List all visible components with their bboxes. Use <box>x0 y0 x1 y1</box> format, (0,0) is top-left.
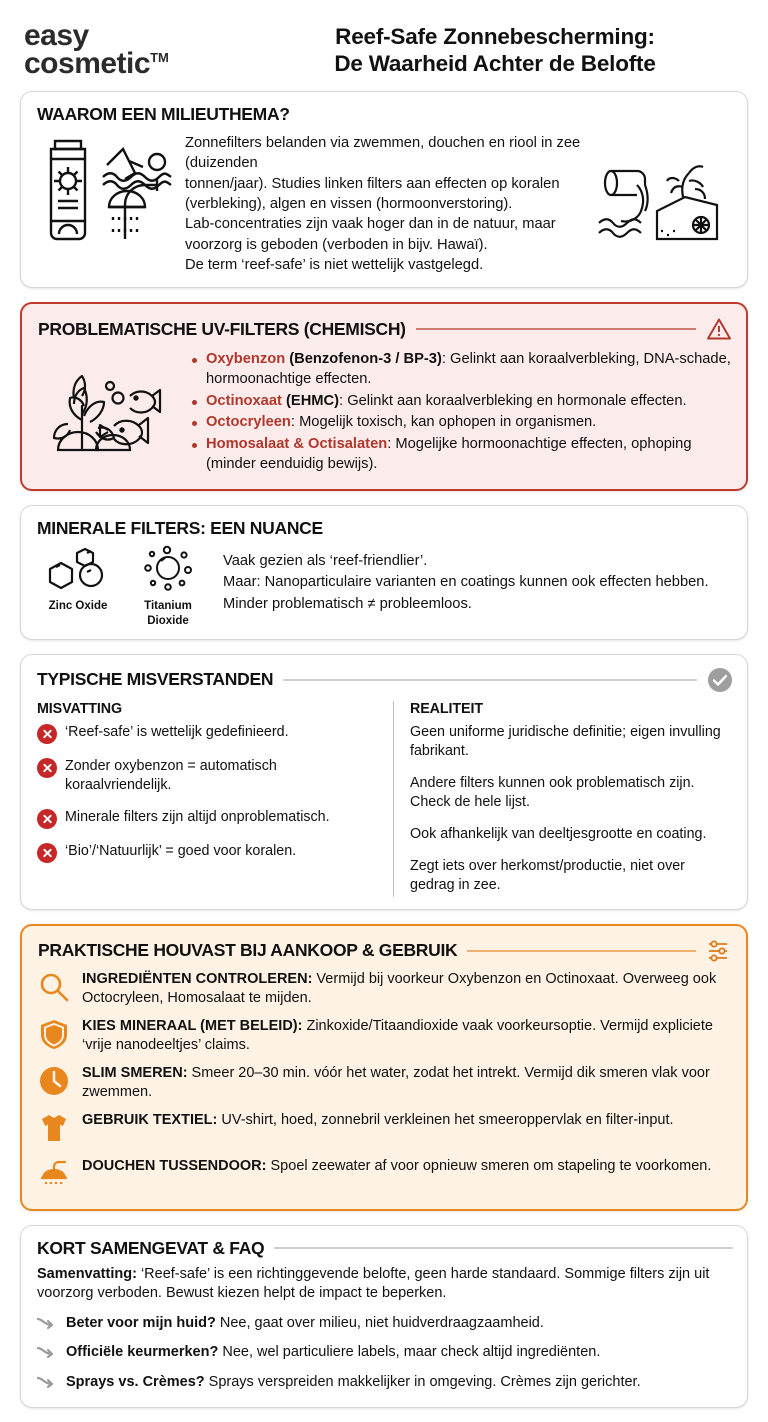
summary-paragraph <box>37 1265 733 1304</box>
page-header <box>0 0 768 91</box>
why-icon-group <box>37 131 179 243</box>
tip-row <box>38 970 732 1009</box>
filter-alt: (EHMC) <box>286 392 340 409</box>
tip-label: SLIM SMEREN: <box>82 1064 188 1081</box>
arrow-curve-icon <box>37 1343 57 1365</box>
misconception-text: Minerale filters zijn altijd onproblematisch. <box>65 808 330 825</box>
faq-row <box>37 1373 733 1395</box>
faq-question: Beter voor mijn huid? <box>66 1314 216 1331</box>
titanium-dioxide-caption-2: Dioxide <box>147 614 189 627</box>
zinc-oxide-icon-wrap <box>37 545 119 612</box>
x-circle-icon <box>37 724 57 744</box>
misconception-row <box>37 808 379 829</box>
tip-label: GEBRUIK TEXTIEL: <box>82 1111 218 1128</box>
magnifier-icon-wrap <box>38 970 72 1008</box>
reality-text: Ook afhankelijk van deeltjesgrootte en coating. <box>410 825 707 842</box>
tshirt-icon <box>38 1112 70 1144</box>
coral-fish-icon-wrap <box>38 348 188 477</box>
filter-item <box>192 413 732 433</box>
swimmer-icon <box>103 149 171 189</box>
page-title-line1: Reef-Safe Zonnebescherming: <box>335 23 655 49</box>
clock-icon <box>38 1065 70 1097</box>
tip-row <box>38 1111 732 1149</box>
brand-logo <box>24 19 254 80</box>
zinc-oxide-icon <box>47 545 109 593</box>
shield-icon-wrap <box>38 1017 72 1055</box>
sliders-icon <box>706 938 732 964</box>
sunscreen-tube-icon <box>37 135 99 243</box>
card-filters-title: PROBLEMATISCHE UV-FILTERS (CHEMISCH) <box>38 318 406 339</box>
card-why-header <box>37 104 733 125</box>
card-mineral-title: MINERALE FILTERS: EEN NUANCE <box>37 518 323 539</box>
titanium-dioxide-icon-wrap <box>127 545 209 627</box>
page-title-line2: De Waarheid Achter de Belofte <box>334 50 656 76</box>
titanium-dioxide-caption-1: Titanium <box>144 600 192 613</box>
tip-text <box>82 970 732 1009</box>
card-practical-tips <box>20 924 748 1211</box>
tip-body: Vermijd bij voorkeur Oxybenzon en Octinoxaat. Overweeg ook Octocryleen, Homosalaat te mijden. <box>82 970 717 1007</box>
card-mineral-filters <box>20 505 748 640</box>
tip-label: DOUCHEN TUSSENDOOR: <box>82 1157 267 1174</box>
filter-item <box>192 392 732 412</box>
tip-body: UV-shirt, hoed, zonnebril verkleinen het smeeroppervlak en filter-input. <box>217 1111 674 1128</box>
filter-item <box>192 350 732 389</box>
coral-fish-icon <box>38 354 178 472</box>
faq-answer: Sprays verspreiden makkelijker in omgeving. Crèmes zijn gerichter. <box>204 1373 641 1390</box>
misconception-text: ‘Reef-safe’ is wettelijk gedefinieerd. <box>65 723 289 740</box>
why-line-6: De term ‘reef-safe’ is niet wettelijk vastgelegd. <box>185 256 484 273</box>
card-faq-header <box>37 1238 733 1259</box>
mineral-line-1: Vaak gezien als ‘reef-friendlier’. <box>223 553 428 570</box>
tip-body: Smeer 20–30 min. vóór het water, zodat het intrekt. Vermijd dik smeren vlak voor zwemmen. <box>82 1064 710 1101</box>
summary-label: Samenvatting: <box>37 1265 137 1282</box>
x-circle-icon <box>37 758 57 778</box>
tip-body: Zinkoxide/Titaandioxide vaak voorkeursoptie. Vermijd expliciete ‘vrije nanodeeltjes’ claims. <box>82 1017 713 1054</box>
card-faq-title: KORT SAMENGEVAT & FAQ <box>37 1237 265 1258</box>
filter-desc: : Gelinkt aan koraalverbleking en hormonale effecten. <box>339 392 687 409</box>
check-circle-icon <box>707 667 733 693</box>
header-rule <box>467 950 696 952</box>
card-mineral-header <box>37 518 733 539</box>
misconception-text: ‘Bio’/‘Natuurlijk’ = goed voor koralen. <box>65 842 297 859</box>
why-paragraph <box>185 131 589 275</box>
card-summary-faq <box>20 1225 748 1409</box>
brand-logo-line1: easy <box>24 19 89 52</box>
tshirt-icon-wrap <box>38 1111 72 1149</box>
zinc-oxide-caption: Zinc Oxide <box>48 600 108 613</box>
x-circle-icon <box>37 809 57 829</box>
misconception-row <box>37 842 379 863</box>
tip-row <box>38 1064 732 1103</box>
faq-row <box>37 1314 733 1336</box>
card-misconceptions-header <box>37 667 733 693</box>
clock-icon-wrap <box>38 1064 72 1102</box>
mineral-paragraph <box>217 545 733 615</box>
tip-label: KIES MINERAAL (MET BELEID): <box>82 1017 303 1034</box>
faq-text <box>66 1343 600 1362</box>
tip-text <box>82 1064 732 1103</box>
arrow-curve-icon-svg <box>37 1345 55 1359</box>
mineral-line-3: Minder problematisch ≠ probleemloos. <box>223 595 472 612</box>
problematic-filter-list <box>192 348 732 476</box>
header-rule <box>274 1247 733 1249</box>
misconception-row <box>37 723 379 744</box>
summary-text: ‘Reef-safe’ is een richtinggevende belofte, geen harde standaard. Sommige filters zijn uit voorzorg verboden. Bewust kiezen helpt de impact te beperken. <box>37 1265 710 1302</box>
filter-name: Octocryleen <box>206 414 291 431</box>
reality-text: Zegt iets over herkomst/productie, niet over gedrag in zee. <box>410 857 685 893</box>
arrow-curve-icon-svg <box>37 1375 55 1389</box>
tip-row <box>38 1157 732 1195</box>
x-circle-icon <box>37 843 57 863</box>
arrow-curve-icon <box>37 1373 57 1395</box>
card-filters-header <box>38 316 732 342</box>
why-line-1: Zonnefilters belanden via zwemmen, douchen en riool in zee (duizenden <box>185 135 581 172</box>
swimmer-shower-icon-group <box>99 135 177 243</box>
filter-name: Oxybenzon <box>206 351 286 368</box>
page-title <box>254 23 744 77</box>
brand-logo-line2: cosmetic™ <box>24 46 169 80</box>
reality-text: Geen uniforme juridische definitie; eigen invulling fabrikant. <box>410 723 721 759</box>
tip-body: Spoel zeewater af voor opnieuw smeren om stapeling te voorkomen. <box>266 1157 712 1174</box>
header-rule <box>283 679 697 681</box>
faq-question: Officiële keurmerken? <box>66 1344 219 1361</box>
sewage-pipe-coral-icon <box>595 157 723 243</box>
faq-answer: Nee, wel particuliere labels, maar check altijd ingrediënten. <box>218 1344 601 1361</box>
reality-text: Andere filters kunnen ook problematisch zijn. Check de hele lijst. <box>410 774 695 810</box>
filter-name: Homosalaat & Octisalaten <box>206 435 388 452</box>
filter-alt: (Benzofenon-3 / BP-3) <box>289 351 442 368</box>
filter-desc: : Mogelijk toxisch, kan ophopen in organismen. <box>290 414 597 431</box>
why-line-3: (verbleking), algen en vissen (hormoonverstoring). <box>185 196 513 213</box>
trademark-symbol: TM <box>150 49 169 65</box>
card-misconceptions <box>20 654 748 910</box>
filter-desc: : Gelinkt aan koraalverbleking, DNA-schade, hormoonachtige effecten. <box>206 351 731 387</box>
filter-name: Octinoxaat <box>206 392 282 409</box>
why-line-5: voorzorg is geboden (verboden in bijv. Hawaï). <box>185 236 488 253</box>
filter-item <box>192 435 732 474</box>
misconception-row <box>37 757 379 795</box>
arrow-curve-icon-svg <box>37 1316 55 1330</box>
card-why-title: WAAROM EEN MILIEUTHEMA? <box>37 104 290 125</box>
reality-column <box>393 701 733 897</box>
card-tips-title: PRAKTISCHE HOUVAST BIJ AANKOOP & GEBRUIK <box>38 940 458 961</box>
misconception-column <box>37 701 393 897</box>
misconception-column-header: MISVATTING <box>37 700 123 717</box>
tip-label: INGREDIËNTEN CONTROLEREN: <box>82 970 313 987</box>
tip-row <box>38 1017 732 1056</box>
card-why-environment <box>20 91 748 288</box>
card-problematic-filters <box>20 302 748 491</box>
titanium-dioxide-icon <box>137 545 199 593</box>
card-tips-header <box>38 938 732 964</box>
magnifier-icon <box>38 971 70 1003</box>
warning-triangle-icon <box>706 316 732 342</box>
faq-question: Sprays vs. Crèmes? <box>66 1373 205 1390</box>
tip-text <box>82 1111 732 1130</box>
card-misconceptions-title: TYPISCHE MISVERSTANDEN <box>37 669 274 690</box>
shield-icon <box>38 1018 70 1050</box>
faq-row <box>37 1343 733 1365</box>
reality-column-header: REALITEIT <box>410 700 483 717</box>
why-line-4: Lab-concentraties zijn vaak hoger dan in de natuur, maar <box>185 216 556 233</box>
misconception-text: Zonder oxybenzon = automatisch koraalvriendelijk. <box>65 757 277 793</box>
shower-icon-wrap <box>38 1157 72 1195</box>
faq-answer: Nee, gaat over milieu, niet huidverdraagzaamheid. <box>215 1314 544 1331</box>
arrow-curve-icon <box>37 1314 57 1336</box>
why-line-2: tonnen/jaar). Studies linken filters aan effecten op koralen <box>185 175 560 192</box>
tip-text <box>82 1157 732 1176</box>
faq-text <box>66 1314 544 1333</box>
filter-desc: : Mogelijke hormoonachtige effecten, ophoping (minder eenduidig bewijs). <box>206 435 692 472</box>
tip-text <box>82 1017 732 1056</box>
mineral-line-2: Maar: Nanoparticulaire varianten en coatings kunnen ook effecten hebben. <box>223 574 709 591</box>
sewage-pipe-coral-icon-wrap <box>595 131 733 248</box>
header-rule <box>416 328 696 330</box>
shower-icon <box>38 1158 70 1190</box>
